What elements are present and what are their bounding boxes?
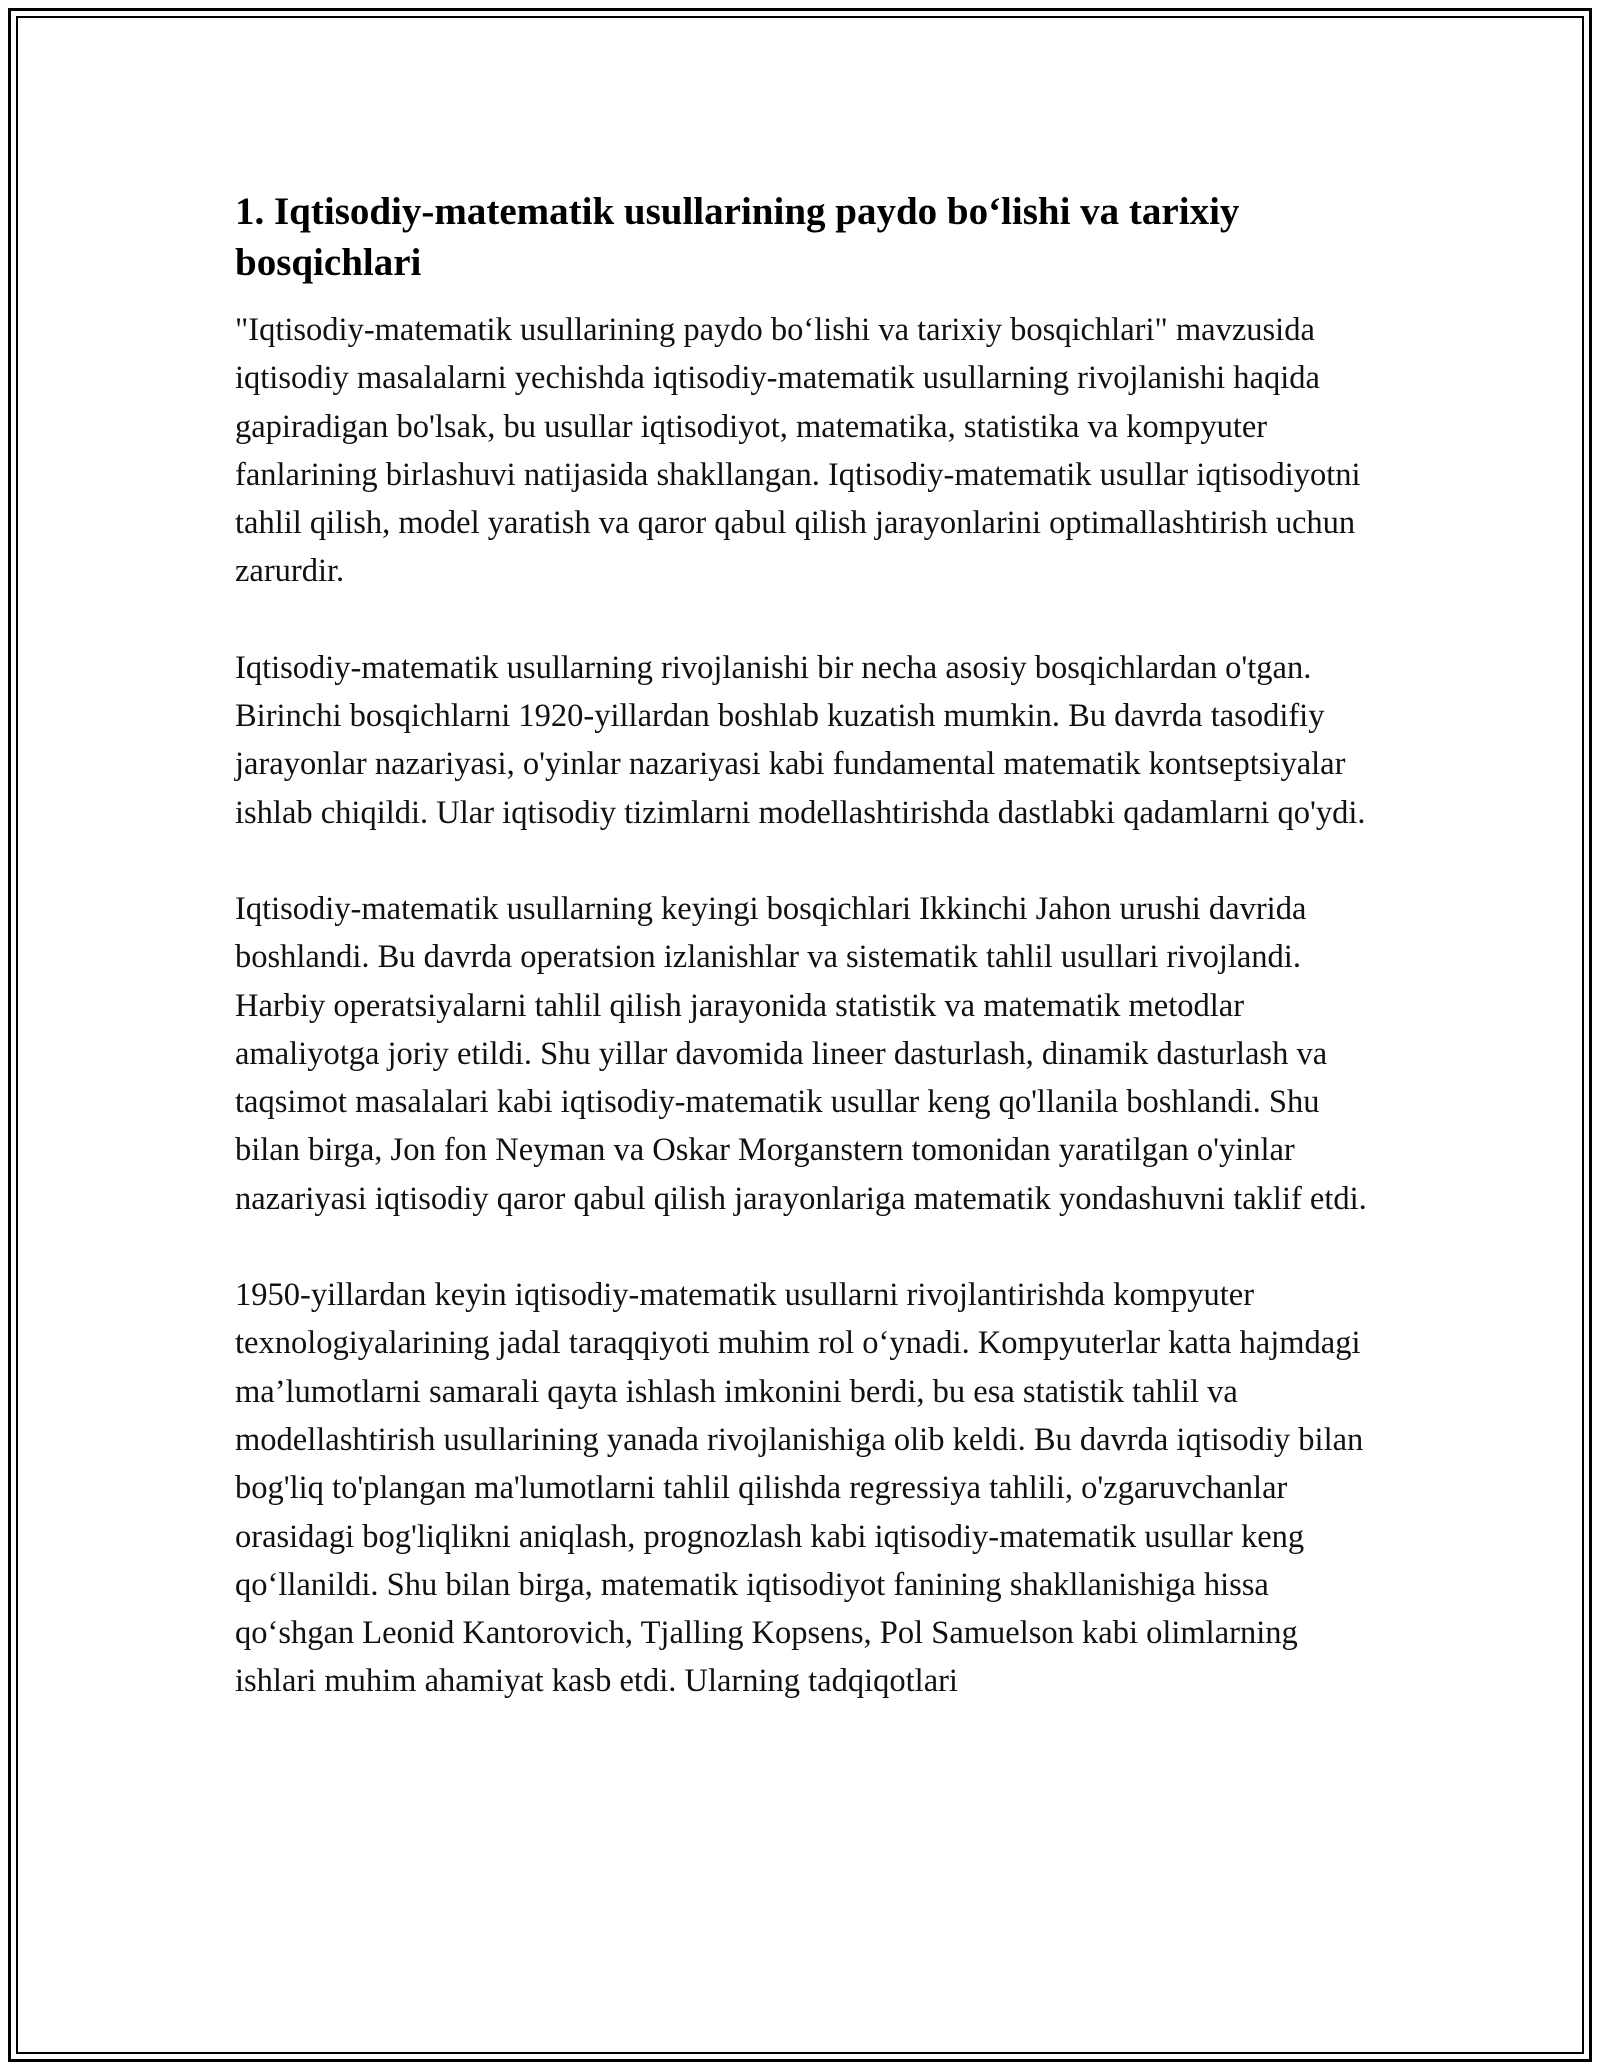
paragraph-early-stages: Iqtisodiy-matematik usullarning rivojlanishi bir necha asosiy bosqichlardan o'tgan. Birinchi bosqichlarni 1920-yillardan boshlab kuzatish mumkin. Bu davrda tasodifiy jarayonlar nazariyasi, o'yinlar nazariyasi kabi fundamental matematik kontseptsiyalar ishlab chiqildi. Ular iqtisodiy tizimlarni modellashtirishda dastlabki qadamlarni qo'ydi. [235, 649, 1366, 831]
paragraph-wartime-stage: Iqtisodiy-matematik usullarning keyingi bosqichlari Ikkinchi Jahon urushi davrida boshlandi. Bu davrda operatsion izlanishlar va sistematik tahlil usullari rivojlandi. Harbiy operatsiyalarni tahlil qilish jarayonida statistik va matematik metodlar amaliyotga joriy etildi. Shu yillar davomida lineer dasturlash, dinamik dasturlash va taqsimot masalalari kabi iqtisodiy-matematik usullar keng qo'llanila boshlandi. Shu bilan birga, Jon fon Neyman va Oskar Morganstern tomonidan yaratilgan o'yinlar nazariyasi iqtisodiy qaror qabul qilish jarayonlariga matematik yondashuvni taklif etdi. [235, 890, 1367, 1217]
document-body [235, 186, 1385, 1754]
section-heading: 1. Iqtisodiy-matematik usullarining paydo bo‘lishi va tarixiy bosqichlari [235, 190, 1240, 284]
paragraph-intro: "Iqtisodiy-matematik usullarining paydo bo‘lishi va tarixiy bosqichlari" mavzusida iqtisodiy masalalarni yechishda iqtisodiy-matematik usullarning rivojlanishi haqida gapiradigan bo'lsak, bu usullar iqtisodiyot, matematika, statistika va kompyuter fanlarining birlashuvi natijasida shakllangan. Iqtisodiy-matematik usullar iqtisodiyotni tahlil qilish, model yaratish va qaror qabul qilish jarayonlarini optimallashtirish uchun zarurdir. [235, 312, 1361, 590]
paragraph-computer-era: 1950-yillardan keyin iqtisodiy-matematik usullarni rivojlantirishda kompyuter texnologiyalarining jadal taraqqiyoti muhim rol o‘ynadi. Kompyuterlar katta hajmdagi ma’lumotlarni samarali qayta ishlash imkonini berdi, bu esa statistik tahlil va modellashtirish usullarining yanada rivojlanishiga olib keldi. Bu davrda iqtisodiy bilan bog'liq to'plangan ma'lumotlarni tahlil qilishda regressiya tahlili, o'zgaruvchanlar orasidagi bog'liqlikni aniqlash, prognozlash kabi iqtisodiy-matematik usullar keng qo‘llanildi. Shu bilan birga, matematik iqtisodiyot fanining shakllanishiga hissa qo‘shgan Leonid Kantorovich, Tjalling Kopsens, Pol Samuelson kabi olimlarning ishlari muhim ahamiyat kasb etdi. Ularning tadqiqotlari [235, 1277, 1364, 1700]
